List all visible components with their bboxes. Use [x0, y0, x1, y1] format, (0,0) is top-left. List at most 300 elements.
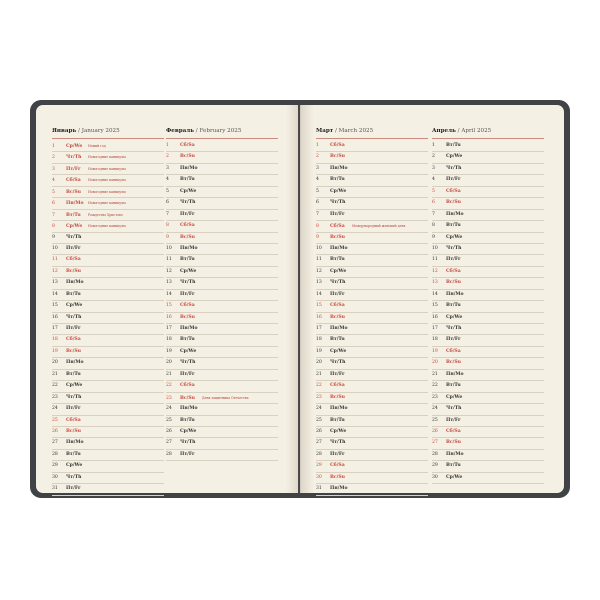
- day-number: 30: [52, 474, 58, 480]
- day-row: [432, 210, 544, 221]
- day-number: 29: [432, 463, 438, 469]
- day-row: [432, 244, 544, 255]
- day-number: 13: [316, 280, 322, 286]
- day-number: 22: [432, 383, 438, 389]
- day-number: 11: [432, 257, 438, 263]
- day-row: [52, 255, 164, 266]
- weekday-label: Пт/Fr: [180, 211, 195, 217]
- weekday-label: Пн/Mo: [330, 486, 348, 492]
- weekday-label: Ср/We: [446, 314, 463, 320]
- weekday-label: Пн/Mo: [446, 291, 464, 297]
- weekday-label: Пт/Fr: [330, 211, 345, 217]
- weekday-label: Пн/Mo: [180, 406, 198, 412]
- weekday-label: Вс/Su: [330, 474, 346, 480]
- day-number: 12: [432, 268, 438, 274]
- day-row: [52, 404, 164, 415]
- day-row: [432, 335, 544, 346]
- weekday-label: Чт/Th: [446, 406, 462, 412]
- weekday-label: Пн/Mo: [66, 360, 84, 366]
- day-row: [166, 427, 278, 438]
- day-row: [166, 152, 278, 163]
- day-rows: [432, 141, 544, 484]
- day-number: 23: [52, 394, 58, 400]
- weekday-label: Пт/Fr: [446, 417, 461, 423]
- weekday-label: Чт/Th: [180, 280, 196, 286]
- day-number: 8: [432, 223, 435, 229]
- day-number: 18: [316, 337, 322, 343]
- weekday-label: Чт/Th: [446, 165, 462, 171]
- weekday-label: Вт/Tu: [446, 303, 461, 309]
- day-row: [52, 152, 164, 163]
- day-number: 3: [166, 165, 169, 171]
- weekday-label: Вт/Tu: [330, 257, 345, 263]
- weekday-label: Пн/Mo: [446, 211, 464, 217]
- day-number: 8: [316, 224, 319, 230]
- day-number: 25: [166, 417, 172, 423]
- day-row: [52, 358, 164, 369]
- day-row: [166, 347, 278, 358]
- day-row: [52, 198, 164, 209]
- day-row: [316, 335, 428, 346]
- weekday-label: Вт/Tu: [330, 177, 345, 183]
- weekday-label: Вс/Su: [330, 234, 346, 240]
- day-row: [316, 438, 428, 449]
- day-row: [432, 381, 544, 392]
- day-row: [432, 290, 544, 301]
- day-number: 7: [432, 211, 435, 217]
- day-number: 14: [316, 291, 322, 297]
- weekday-label: Чт/Th: [330, 280, 346, 286]
- day-row: [166, 141, 278, 152]
- day-number: 6: [166, 200, 169, 206]
- day-row: [52, 244, 164, 255]
- day-row: [316, 427, 428, 438]
- day-number: 5: [316, 188, 319, 194]
- day-row: [316, 404, 428, 415]
- day-number: 27: [316, 440, 322, 446]
- day-number: 11: [316, 257, 322, 263]
- day-row: [432, 301, 544, 312]
- weekday-label: Пт/Fr: [66, 406, 81, 412]
- weekday-label: Ср/We: [66, 224, 83, 230]
- weekday-label: Ср/We: [180, 428, 197, 434]
- weekday-label: Вс/Su: [330, 314, 346, 320]
- day-row: [316, 461, 428, 472]
- day-row: [316, 187, 428, 198]
- day-number: 24: [52, 406, 58, 412]
- day-number: 2: [52, 155, 55, 161]
- day-number: 1: [52, 144, 55, 149]
- day-row: [52, 175, 164, 186]
- month-name-en: February 2025: [199, 128, 242, 134]
- day-row: [432, 358, 544, 369]
- day-row: [432, 461, 544, 472]
- day-number: 27: [432, 440, 438, 446]
- weekday-label: Пт/Fr: [66, 245, 81, 251]
- weekday-label: Вс/Su: [446, 440, 462, 446]
- weekday-label: Чт/Th: [330, 360, 346, 366]
- day-row: [316, 233, 428, 244]
- day-row: [316, 152, 428, 163]
- month-name-ru: Февраль: [166, 128, 195, 134]
- holiday-note: Новый год: [88, 144, 106, 148]
- month-header: Апрель / April 2025: [432, 128, 544, 139]
- weekday-label: Пт/Fr: [446, 257, 461, 263]
- month-name-en: March 2025: [338, 128, 374, 134]
- day-number: 8: [166, 223, 169, 229]
- day-number: 15: [52, 303, 58, 309]
- day-row: [52, 221, 164, 232]
- weekday-label: Вт/Tu: [66, 212, 81, 218]
- weekday-label: Пн/Mo: [180, 326, 198, 331]
- weekday-label: Пт/Fr: [330, 291, 345, 297]
- day-number: 17: [166, 326, 172, 331]
- weekday-label: Ср/We: [446, 394, 463, 400]
- day-number: 3: [52, 166, 55, 172]
- weekday-label: Вс/Su: [180, 395, 196, 401]
- month-name-en: January 2025: [81, 128, 120, 134]
- weekday-label: Вс/Su: [66, 348, 82, 354]
- day-number: 22: [316, 383, 322, 389]
- day-row: [316, 358, 428, 369]
- day-row: [316, 484, 428, 495]
- weekday-label: Ср/We: [330, 428, 347, 434]
- month-name-ru: Апрель: [432, 128, 456, 134]
- day-rows: [166, 141, 278, 461]
- day-number: 12: [52, 268, 58, 274]
- day-row: [52, 313, 164, 324]
- day-row: [432, 313, 544, 324]
- day-row: [166, 404, 278, 415]
- page-gutter: [286, 105, 314, 493]
- weekday-label: Вт/Tu: [446, 463, 461, 469]
- day-row: [52, 370, 164, 381]
- weekday-label: Вт/Tu: [180, 177, 195, 183]
- weekday-label: Сб/Sa: [180, 383, 195, 389]
- weekday-label: Вс/Su: [446, 280, 462, 286]
- weekday-label: Чт/Th: [330, 200, 346, 206]
- day-row: [316, 393, 428, 404]
- day-number: 23: [432, 394, 438, 400]
- day-row: [316, 210, 428, 221]
- weekday-label: Вт/Tu: [446, 143, 461, 148]
- weekday-label: Ср/We: [446, 154, 463, 160]
- holiday-note: Новогодние каникулы: [88, 166, 126, 171]
- day-number: 16: [432, 314, 438, 320]
- day-row: [316, 290, 428, 301]
- day-number: 9: [52, 234, 55, 240]
- day-number: 21: [316, 371, 322, 377]
- weekday-label: Пт/Fr: [180, 371, 195, 377]
- day-row: [432, 393, 544, 404]
- weekday-label: Вс/Su: [66, 428, 82, 434]
- weekday-label: Ср/We: [330, 268, 347, 274]
- day-row: [316, 141, 428, 152]
- day-number: 19: [166, 348, 172, 354]
- weekday-label: Ср/We: [330, 348, 347, 354]
- day-number: 22: [52, 383, 58, 389]
- day-row: [166, 267, 278, 278]
- weekday-label: Вс/Su: [330, 154, 346, 160]
- weekday-label: Сб/Sa: [446, 348, 461, 354]
- holiday-note: Рождество Христово: [88, 212, 123, 217]
- day-number: 20: [316, 360, 322, 366]
- weekday-label: Чт/Th: [66, 314, 82, 320]
- day-number: 29: [316, 463, 322, 469]
- day-row: [52, 267, 164, 278]
- day-row: [52, 210, 164, 221]
- day-row: [316, 267, 428, 278]
- holiday-note: Новогодние каникулы: [88, 178, 126, 183]
- day-row: [316, 347, 428, 358]
- day-number: 23: [166, 395, 172, 401]
- day-row: [432, 255, 544, 266]
- weekday-label: Сб/Sa: [66, 417, 81, 423]
- day-row: [52, 438, 164, 449]
- day-number: 11: [52, 257, 58, 263]
- day-number: 31: [316, 486, 322, 492]
- day-number: 5: [52, 189, 55, 195]
- day-number: 14: [52, 291, 58, 297]
- day-row: [432, 267, 544, 278]
- day-row: [432, 473, 544, 484]
- day-number: 19: [52, 348, 58, 354]
- weekday-label: Пн/Mo: [446, 451, 464, 457]
- weekday-label: Пт/Fr: [446, 337, 461, 343]
- day-number: 26: [316, 428, 322, 434]
- weekday-label: Чт/Th: [180, 200, 196, 206]
- day-row: [52, 335, 164, 346]
- weekday-label: Вс/Su: [66, 268, 82, 274]
- day-number: 10: [316, 245, 322, 251]
- weekday-label: Вт/Tu: [66, 291, 81, 297]
- weekday-label: Пт/Fr: [180, 451, 195, 457]
- day-number: 12: [316, 268, 322, 274]
- day-row: [316, 278, 428, 289]
- day-row: [316, 221, 428, 232]
- day-number: 22: [166, 383, 172, 389]
- day-row: [432, 198, 544, 209]
- day-row: [432, 347, 544, 358]
- day-row: [52, 473, 164, 484]
- day-number: 5: [432, 188, 435, 194]
- day-row: [316, 301, 428, 312]
- day-row: [52, 278, 164, 289]
- day-number: 26: [166, 428, 172, 434]
- day-number: 1: [316, 143, 319, 148]
- day-number: 28: [316, 451, 322, 457]
- day-number: 25: [432, 417, 438, 423]
- day-row: [52, 347, 164, 358]
- day-row: [166, 198, 278, 209]
- month-header: Март / March 2025: [316, 128, 428, 139]
- weekday-label: Вт/Tu: [180, 337, 195, 343]
- day-number: 6: [52, 201, 55, 207]
- holiday-note: Новогодние каникулы: [88, 224, 126, 229]
- day-row: [166, 221, 278, 232]
- weekday-label: Пн/Mo: [66, 440, 84, 446]
- day-number: 7: [316, 211, 319, 217]
- weekday-label: Пт/Fr: [446, 177, 461, 183]
- weekday-label: Ср/We: [330, 188, 347, 194]
- day-number: 15: [316, 303, 322, 309]
- day-number: 20: [52, 360, 58, 366]
- day-number: 4: [166, 177, 169, 183]
- day-number: 24: [316, 406, 322, 412]
- day-row: [166, 313, 278, 324]
- day-row: [166, 381, 278, 392]
- weekday-label: Сб/Sa: [66, 178, 81, 184]
- day-row: [432, 370, 544, 381]
- weekday-label: Вс/Su: [180, 234, 196, 240]
- day-number: 1: [432, 143, 435, 148]
- day-row: [432, 164, 544, 175]
- weekday-label: Сб/Sa: [446, 428, 461, 434]
- month-april: [432, 128, 544, 484]
- day-number: 2: [432, 154, 435, 160]
- day-row: [316, 370, 428, 381]
- day-row: [52, 233, 164, 244]
- day-number: 6: [316, 200, 319, 206]
- day-row: [166, 370, 278, 381]
- day-number: 18: [166, 337, 172, 343]
- weekday-label: Вс/Su: [66, 189, 82, 195]
- weekday-label: Вт/Tu: [66, 371, 81, 377]
- day-row: [316, 416, 428, 427]
- day-number: 28: [52, 451, 58, 457]
- month-name-ru: Март: [316, 128, 334, 134]
- day-row: [432, 404, 544, 415]
- day-number: 17: [432, 326, 438, 331]
- weekday-label: Ср/We: [66, 463, 83, 469]
- day-row: [166, 255, 278, 266]
- day-number: 3: [316, 165, 319, 171]
- weekday-label: Чт/Th: [446, 245, 462, 251]
- day-number: 17: [52, 326, 58, 331]
- day-number: 28: [166, 451, 172, 457]
- day-number: 14: [166, 291, 172, 297]
- weekday-label: Вт/Tu: [330, 337, 345, 343]
- day-number: 3: [432, 165, 435, 171]
- day-row: [432, 175, 544, 186]
- day-number: 5: [166, 188, 169, 194]
- day-row: [316, 450, 428, 461]
- day-row: [166, 244, 278, 255]
- day-number: 25: [52, 417, 58, 423]
- day-number: 20: [166, 360, 172, 366]
- day-number: 12: [166, 268, 172, 274]
- day-number: 14: [432, 291, 438, 297]
- day-number: 11: [166, 257, 172, 263]
- day-number: 31: [52, 486, 58, 492]
- day-row: [166, 301, 278, 312]
- weekday-label: Пн/Mo: [446, 371, 464, 377]
- weekday-label: Пт/Fr: [330, 451, 345, 457]
- day-number: 2: [166, 154, 169, 160]
- day-row: [166, 233, 278, 244]
- weekday-label: Сб/Sa: [446, 188, 461, 194]
- day-row: [432, 152, 544, 163]
- day-number: 2: [316, 154, 319, 160]
- day-number: 30: [316, 474, 322, 480]
- month-march: [316, 128, 428, 496]
- day-number: 4: [432, 177, 435, 183]
- holiday-note: Новогодние каникулы: [88, 189, 126, 194]
- weekday-label: Сб/Sa: [330, 224, 345, 230]
- day-row: [432, 416, 544, 427]
- weekday-label: Ср/We: [180, 348, 197, 354]
- weekday-label: Вт/Tu: [446, 383, 461, 389]
- day-number: 4: [52, 178, 55, 184]
- weekday-label: Пт/Fr: [66, 326, 81, 331]
- day-row: [52, 381, 164, 392]
- day-row: [52, 164, 164, 175]
- day-number: 9: [432, 234, 435, 240]
- weekday-label: Вс/Su: [330, 394, 346, 400]
- day-number: 8: [52, 224, 55, 230]
- day-number: 16: [52, 314, 58, 320]
- day-number: 15: [166, 303, 172, 309]
- day-row: [52, 461, 164, 472]
- day-number: 4: [316, 177, 319, 183]
- weekday-label: Чт/Th: [330, 440, 346, 446]
- day-number: 18: [432, 337, 438, 343]
- day-row: [166, 187, 278, 198]
- day-number: 21: [166, 371, 172, 377]
- weekday-label: Сб/Sa: [330, 463, 345, 469]
- day-number: 27: [166, 440, 172, 446]
- month-february: [166, 128, 278, 461]
- weekday-label: Вт/Tu: [66, 451, 81, 457]
- weekday-label: Вс/Su: [180, 154, 196, 160]
- day-rows: [52, 141, 164, 496]
- weekday-label: Пт/Fr: [66, 486, 81, 492]
- day-row: [316, 175, 428, 186]
- day-row: [316, 313, 428, 324]
- day-number: 10: [432, 245, 438, 251]
- weekday-label: Ср/We: [180, 268, 197, 274]
- weekday-label: Пт/Fr: [180, 291, 195, 297]
- weekday-label: Ср/We: [446, 234, 463, 240]
- day-row: [316, 473, 428, 484]
- day-row: [316, 381, 428, 392]
- day-row: [316, 164, 428, 175]
- day-row: [166, 416, 278, 427]
- day-number: 25: [316, 417, 322, 423]
- day-number: 26: [52, 428, 58, 434]
- weekday-label: Чт/Th: [66, 474, 82, 480]
- weekday-label: Вт/Tu: [446, 223, 461, 229]
- day-number: 27: [52, 440, 58, 446]
- day-number: 16: [166, 314, 172, 320]
- day-number: 23: [316, 394, 322, 400]
- day-number: 1: [166, 143, 169, 148]
- day-row: [52, 301, 164, 312]
- day-number: 7: [52, 212, 55, 218]
- weekday-label: Пн/Mo: [66, 280, 84, 286]
- day-row: [432, 141, 544, 152]
- day-row: [52, 427, 164, 438]
- weekday-label: Вс/Su: [446, 360, 462, 366]
- day-rows: [316, 141, 428, 496]
- day-row: [432, 450, 544, 461]
- day-row: [432, 438, 544, 449]
- holiday-note: День защитника Отечества: [202, 395, 249, 400]
- day-row: [316, 244, 428, 255]
- weekday-label: Пн/Mo: [66, 201, 84, 207]
- weekday-label: Вт/Tu: [180, 257, 195, 263]
- day-number: 19: [432, 348, 438, 354]
